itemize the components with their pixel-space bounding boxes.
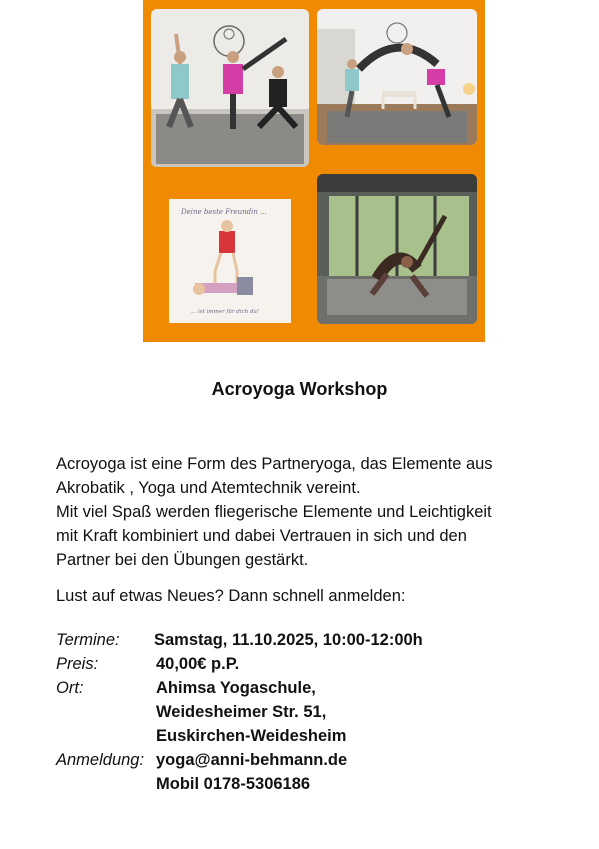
termine-value: Samstag, 11.10.2025, 10:00-12:00h bbox=[154, 631, 423, 649]
intro-line: Partner bei den Übungen gestärkt. bbox=[56, 551, 309, 569]
page-title: Acroyoga Workshop bbox=[211, 379, 388, 399]
anmeldung-label: Anmeldung: bbox=[56, 751, 145, 769]
ort-label: Ort: bbox=[56, 679, 84, 697]
photo-collage bbox=[143, 0, 485, 342]
intro-line: mit Kraft kombiniert und dabei Vertrauen in sich und den bbox=[56, 527, 467, 545]
cta-text: Lust auf etwas Neues? Dann schnell anmelden: bbox=[56, 587, 406, 605]
preis-value: 40,00€ p.P. bbox=[156, 655, 240, 673]
card-top-text: Deine beste Freundin ... bbox=[181, 208, 267, 216]
intro-line: Akrobatik , Yoga und Atemtechnik vereint. bbox=[56, 479, 361, 497]
intro-line: Acroyoga ist eine Form des Partneryoga, das Elemente aus bbox=[56, 455, 493, 473]
photo-trio-pose bbox=[151, 9, 309, 167]
ort-line: Ahimsa Yogaschule, bbox=[156, 679, 316, 697]
photo-illustration-card bbox=[169, 199, 291, 323]
photo-bridge-pose bbox=[317, 9, 477, 145]
ort-line: Weidesheimer Str. 51, bbox=[156, 703, 327, 721]
card-bottom-text: ... ist immer für dich da! bbox=[191, 309, 259, 315]
mobil-number: Mobil 0178-5306186 bbox=[156, 775, 311, 793]
ort-line: Euskirchen-Weidesheim bbox=[156, 727, 347, 745]
intro-paragraph bbox=[56, 452, 576, 572]
termine-label: Termine: bbox=[56, 631, 120, 649]
intro-line: Mit viel Spaß werden fliegerische Elemente und Leichtigkeit bbox=[56, 503, 492, 521]
photo-glass-room-pose bbox=[317, 174, 477, 324]
preis-label: Preis: bbox=[56, 655, 99, 673]
email-link[interactable]: yoga@anni-behmann.de bbox=[156, 751, 348, 769]
